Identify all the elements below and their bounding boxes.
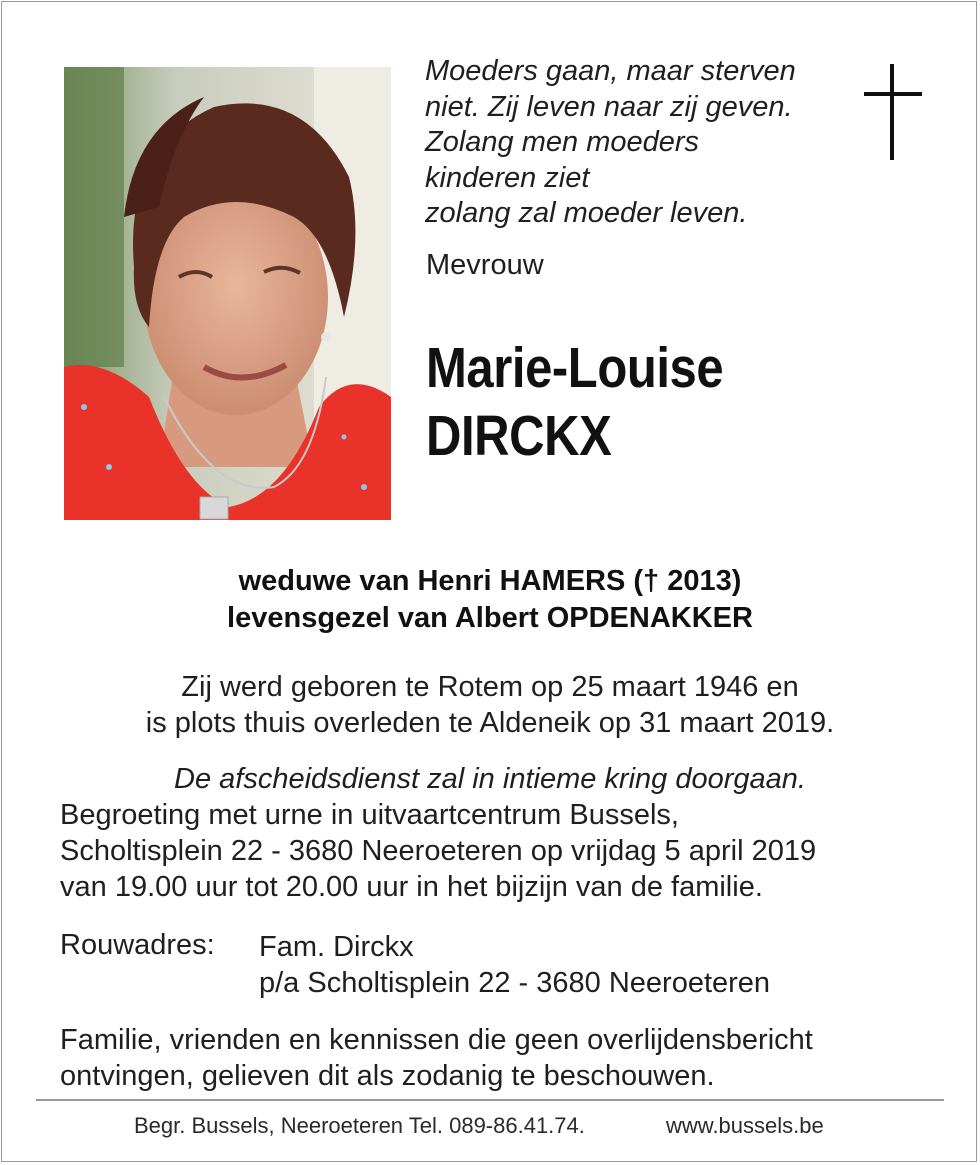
honorific: Mevrouw	[426, 249, 544, 281]
relations	[0, 563, 980, 637]
address-line: p/a Scholtisplein 22 - 3680 Neeroeteren	[259, 967, 771, 999]
birth-death-info	[0, 669, 980, 741]
undertaker-info: Begr. Bussels, Neeroeteren Tel. 089-86.41.74.	[134, 1113, 585, 1138]
address-line: Fam. Dirckx	[259, 931, 414, 963]
latin-cross-icon	[864, 64, 922, 160]
mourning-address-label: Rouwadres:	[60, 929, 215, 961]
portrait-photo	[64, 67, 391, 520]
poem-line: Zolang men moeders	[425, 126, 700, 158]
mourning-address	[259, 929, 770, 1001]
relation-line: levensgezel van Albert OPDENAKKER	[227, 602, 753, 634]
service-notice: De afscheidsdienst zal in intieme kring doorgaan.	[174, 763, 806, 795]
website-link[interactable]: www.bussels.be	[666, 1113, 824, 1138]
closing-line: Familie, vrienden en kennissen die geen overlijdensbericht	[60, 1024, 813, 1056]
poem-line: niet. Zij leven naar zij geven.	[425, 90, 793, 123]
death-line: is plots thuis overleden te Aldeneik op 31 maart 2019.	[145, 707, 835, 739]
closing-line: ontvingen, gelieven dit als zodanig te beschouwen.	[60, 1060, 715, 1092]
poem-line: kinderen ziet	[425, 161, 590, 194]
greeting-line: Scholtisplein 22 - 3680 Neeroeteren op vrijdag 5 april 2019	[60, 835, 817, 867]
relation-line: weduwe van Henri HAMERS († 2013)	[238, 565, 742, 597]
last-name: DIRCKX	[426, 404, 612, 468]
closing-note	[60, 1022, 940, 1094]
birth-line: Zij werd geboren te Rotem op 25 maart 1946 en	[181, 671, 799, 703]
first-name: Marie-Louise	[426, 336, 724, 400]
greeting-line: Begroeting met urne in uitvaartcentrum Bussels,	[60, 799, 679, 831]
poem-line: zolang zal moeder leven.	[425, 197, 748, 229]
greeting-line: van 19.00 uur tot 20.00 uur in het bijzijn van de familie.	[60, 871, 763, 903]
poem	[425, 54, 855, 232]
greeting-info	[60, 797, 940, 905]
poem-line: Moeders gaan, maar sterven	[425, 55, 796, 87]
footer-divider	[36, 1099, 944, 1101]
deceased-name	[426, 334, 723, 470]
